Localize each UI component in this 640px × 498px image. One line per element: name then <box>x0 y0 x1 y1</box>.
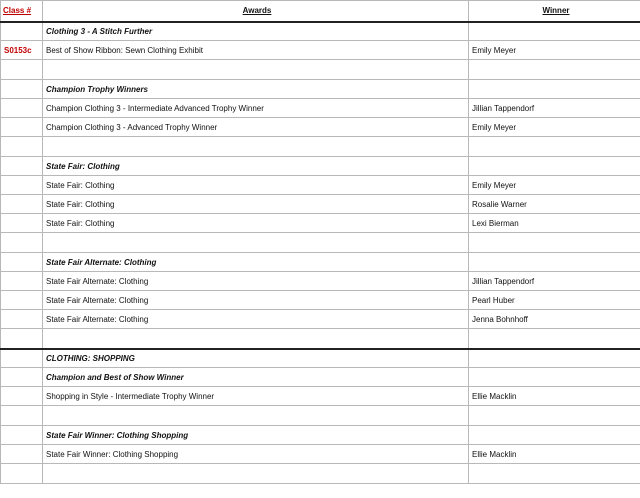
winner-cell: Rosalie Warner <box>469 195 640 214</box>
table-row <box>1 406 640 426</box>
table-row <box>1 329 640 349</box>
award-cell: State Fair Alternate: Clothing <box>43 253 469 272</box>
table-row <box>1 349 640 368</box>
table-row <box>1 118 640 137</box>
class-number-cell <box>1 80 43 99</box>
class-number-cell <box>1 387 43 406</box>
winner-cell <box>469 157 640 176</box>
award-cell: State Fair: Clothing <box>43 157 469 176</box>
class-number-cell <box>1 406 43 426</box>
table-row <box>1 60 640 80</box>
table-row <box>1 99 640 118</box>
header-row <box>1 1 640 22</box>
award-cell: Champion Clothing 3 - Advanced Trophy Winner <box>43 118 469 137</box>
header-winner: Winner <box>469 1 640 22</box>
award-cell <box>43 406 469 426</box>
class-number-cell <box>1 137 43 157</box>
class-number-cell <box>1 368 43 387</box>
award-cell: State Fair: Clothing <box>43 214 469 233</box>
award-cell: State Fair: Clothing <box>43 195 469 214</box>
winner-cell <box>469 464 640 484</box>
winner-cell: Jillian Tappendorf <box>469 272 640 291</box>
award-cell <box>43 329 469 349</box>
winner-cell: Emily Meyer <box>469 41 640 60</box>
winner-cell <box>469 60 640 80</box>
class-number-cell <box>1 176 43 195</box>
winner-cell: Emily Meyer <box>469 118 640 137</box>
class-number-cell <box>1 272 43 291</box>
winner-cell <box>469 233 640 253</box>
winner-cell <box>469 329 640 349</box>
class-number-cell <box>1 22 43 41</box>
header-class-number: Class # <box>1 1 43 22</box>
winner-cell <box>469 22 640 41</box>
class-number-cell <box>1 195 43 214</box>
table-row <box>1 464 640 484</box>
class-number-cell <box>1 349 43 368</box>
table-row <box>1 80 640 99</box>
class-number-cell <box>1 291 43 310</box>
winner-cell <box>469 137 640 157</box>
table-row <box>1 291 640 310</box>
award-cell: State Fair Winner: Clothing Shopping <box>43 445 469 464</box>
award-cell <box>43 137 469 157</box>
table-row <box>1 214 640 233</box>
table-row <box>1 387 640 406</box>
award-cell: Champion and Best of Show Winner <box>43 368 469 387</box>
winner-cell <box>469 406 640 426</box>
award-cell <box>43 60 469 80</box>
winner-cell <box>469 368 640 387</box>
class-number-cell: S0153c <box>1 41 43 60</box>
table-row <box>1 426 640 445</box>
winner-cell: Ellie Macklin <box>469 445 640 464</box>
award-cell: State Fair Alternate: Clothing <box>43 291 469 310</box>
award-cell: Best of Show Ribbon: Sewn Clothing Exhibit <box>43 41 469 60</box>
table-row <box>1 253 640 272</box>
table-row <box>1 137 640 157</box>
class-number-cell <box>1 253 43 272</box>
award-cell: Champion Trophy Winners <box>43 80 469 99</box>
class-number-cell <box>1 99 43 118</box>
award-cell: State Fair Winner: Clothing Shopping <box>43 426 469 445</box>
table-row <box>1 368 640 387</box>
winner-cell <box>469 349 640 368</box>
table-row <box>1 272 640 291</box>
class-number-cell <box>1 310 43 329</box>
award-cell <box>43 233 469 253</box>
table-row <box>1 195 640 214</box>
table-row <box>1 310 640 329</box>
winner-cell: Jenna Bohnhoff <box>469 310 640 329</box>
class-number-cell <box>1 118 43 137</box>
class-number-cell <box>1 445 43 464</box>
table-row <box>1 233 640 253</box>
class-number-cell <box>1 60 43 80</box>
winner-cell <box>469 426 640 445</box>
winner-cell: Ellie Macklin <box>469 387 640 406</box>
table-row <box>1 22 640 41</box>
class-number-cell <box>1 464 43 484</box>
award-cell: State Fair: Clothing <box>43 176 469 195</box>
award-cell: State Fair Alternate: Clothing <box>43 272 469 291</box>
class-number-cell <box>1 233 43 253</box>
award-cell: CLOTHING: SHOPPING <box>43 349 469 368</box>
table-row <box>1 157 640 176</box>
winner-cell: Jillian Tappendorf <box>469 99 640 118</box>
table-row <box>1 445 640 464</box>
winner-cell: Pearl Huber <box>469 291 640 310</box>
award-cell: State Fair Alternate: Clothing <box>43 310 469 329</box>
award-cell: Clothing 3 - A Stitch Further <box>43 22 469 41</box>
class-number-cell <box>1 329 43 349</box>
award-cell: Shopping in Style - Intermediate Trophy Winner <box>43 387 469 406</box>
winner-cell <box>469 253 640 272</box>
class-number-cell <box>1 426 43 445</box>
award-cell <box>43 464 469 484</box>
winner-cell: Emily Meyer <box>469 176 640 195</box>
awards-body <box>1 22 640 484</box>
winner-cell <box>469 80 640 99</box>
table-row <box>1 41 640 60</box>
class-number-cell <box>1 157 43 176</box>
header-awards: Awards <box>43 1 469 22</box>
table-row <box>1 176 640 195</box>
winner-cell: Lexi Bierman <box>469 214 640 233</box>
award-cell: Champion Clothing 3 - Intermediate Advanced Trophy Winner <box>43 99 469 118</box>
class-number-cell <box>1 214 43 233</box>
